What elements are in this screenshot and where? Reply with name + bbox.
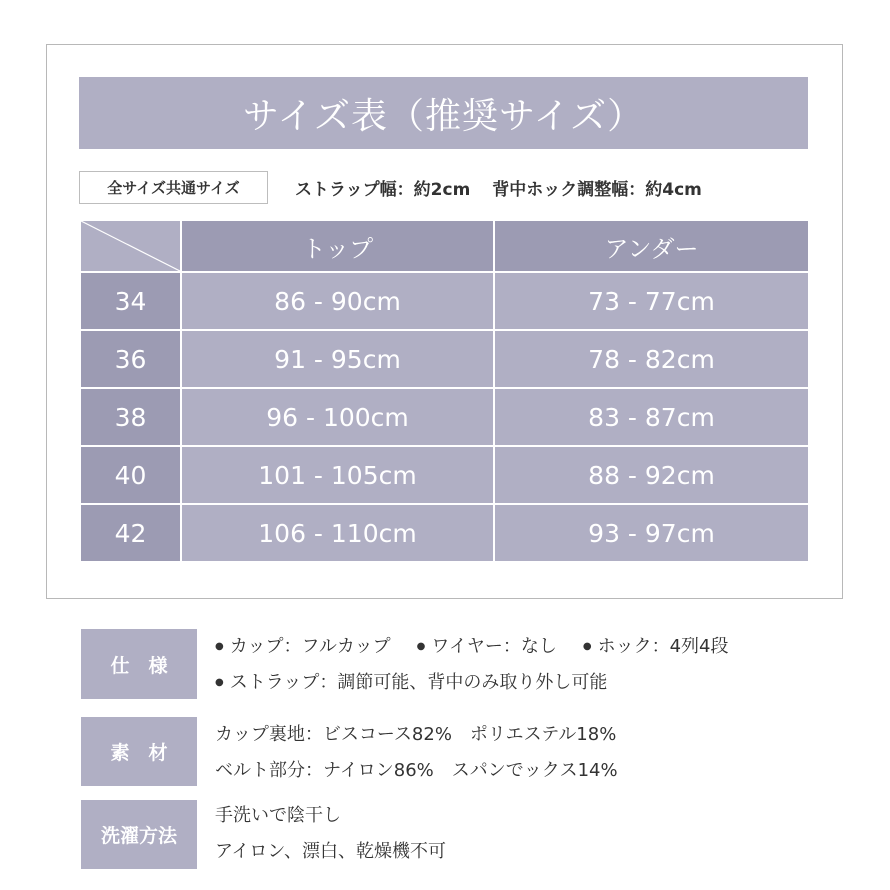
wash-label: 洗濯方法 xyxy=(81,800,197,869)
header-top: トップ xyxy=(181,220,494,272)
table-header-row xyxy=(80,220,809,272)
spec-details xyxy=(215,629,729,701)
diagonal-line-icon xyxy=(81,221,180,271)
size-label: 34 xyxy=(80,272,181,330)
hook-adjust-width: 背中ホック調整幅：約4cm xyxy=(492,180,702,200)
spec-line-1 xyxy=(215,629,729,665)
wash-line-1: 手洗いで陰干し xyxy=(215,805,341,826)
spec-line-2 xyxy=(215,665,729,701)
table-row xyxy=(80,272,809,330)
under-range: 88 - 92cm xyxy=(494,446,809,504)
spec-strap: ● ストラップ：調節可能、背中のみ取り外し可能 xyxy=(215,672,607,693)
size-chart-title: サイズ表（推奨サイズ） xyxy=(79,77,808,149)
wash-details xyxy=(215,798,446,870)
material-line-1: カップ裏地：ビスコース82% ポリエステル18% xyxy=(215,724,617,745)
table-corner-cell xyxy=(80,220,181,272)
spec-wire: ● ワイヤー：なし xyxy=(417,636,557,657)
spec-label: 仕 様 xyxy=(81,629,197,699)
common-size-info xyxy=(295,171,702,204)
strap-width: ストラップ幅：約2cm xyxy=(295,180,471,200)
table-row xyxy=(80,504,809,562)
table-row xyxy=(80,330,809,388)
under-range: 73 - 77cm xyxy=(494,272,809,330)
material-details xyxy=(215,717,618,789)
spec-cup: ● カップ：フルカップ xyxy=(215,636,391,657)
size-table xyxy=(79,219,810,563)
size-label: 36 xyxy=(80,330,181,388)
top-range: 86 - 90cm xyxy=(181,272,494,330)
under-range: 93 - 97cm xyxy=(494,504,809,562)
material-line-2: ベルト部分：ナイロン86% スパンでックス14% xyxy=(215,760,618,781)
top-range: 91 - 95cm xyxy=(181,330,494,388)
top-range: 96 - 100cm xyxy=(181,388,494,446)
table-row xyxy=(80,388,809,446)
material-label: 素 材 xyxy=(81,717,197,786)
spec-hook: ● ホック：4列4段 xyxy=(583,636,729,657)
under-range: 83 - 87cm xyxy=(494,388,809,446)
table-row xyxy=(80,446,809,504)
top-range: 101 - 105cm xyxy=(181,446,494,504)
wash-line-2: アイロン、漂白、乾燥機不可 xyxy=(215,841,446,862)
under-range: 78 - 82cm xyxy=(494,330,809,388)
size-label: 40 xyxy=(80,446,181,504)
size-label: 38 xyxy=(80,388,181,446)
top-range: 106 - 110cm xyxy=(181,504,494,562)
common-size-label: 全サイズ共通サイズ xyxy=(79,171,268,204)
header-under: アンダー xyxy=(494,220,809,272)
size-label: 42 xyxy=(80,504,181,562)
